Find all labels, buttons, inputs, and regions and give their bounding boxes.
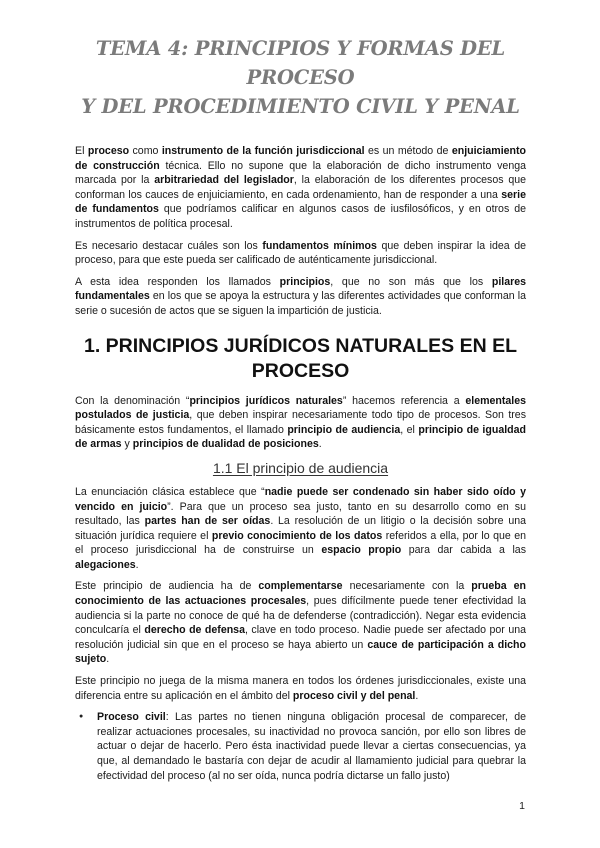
- text-run: .: [415, 689, 419, 702]
- subsection-1-1-paragraph-3: [75, 674, 526, 703]
- bold-text: principio de igualdad de armas: [75, 423, 526, 451]
- page-number: 1: [519, 800, 525, 812]
- text-run: Con la denominación “: [75, 394, 190, 407]
- text-run: A esta idea responden los llamados: [75, 275, 280, 288]
- text-run: , el: [400, 423, 419, 436]
- bold-text: Proceso civil: [97, 711, 166, 724]
- bold-text: previo conocimiento de los datos: [211, 529, 383, 542]
- bold-text: instrumento de la función jurisdiccional: [161, 145, 365, 157]
- text-run: es un método de: [364, 145, 452, 157]
- text-run: ” hacemos referencia a: [342, 394, 466, 407]
- subsection-1-1-heading: 1.1 El principio de audiencia: [212, 459, 389, 476]
- bold-text: proceso: [87, 145, 130, 157]
- bold-text: principios jurídicos naturales: [189, 394, 343, 407]
- bold-text: alegaciones: [75, 558, 136, 571]
- title-line-1: TEMA 4: PRINCIPIOS Y FORMAS DEL PROCESO: [95, 37, 506, 89]
- bold-text: fundamentos mínimos: [262, 239, 377, 252]
- bullet-list: [75, 710, 526, 783]
- bold-text: serie de fundamentos: [75, 188, 526, 216]
- bold-text: partes han de ser oídas: [144, 515, 271, 528]
- subsection-1-1-paragraph-1: [75, 485, 526, 573]
- text-run: , pues difícilmente puede tener efectividad la audiencia si la parte no conoce de qué ha de defenderse (contradicción). Negar esta evidencia conculcaría el: [75, 595, 527, 637]
- bold-text: arbitrariedad del legislador: [154, 174, 294, 187]
- text-run: Este principio no juega de la misma manera en todos los órdenes jurisdiccionales, existe una diferencia entre su aplicación en el ámbito del: [75, 675, 526, 702]
- section-1-heading-line-1: 1. PRINCIPIOS JURÍDICOS NATURALES EN EL: [83, 334, 518, 357]
- intro-paragraph-2: [75, 239, 526, 268]
- text-run: El: [75, 145, 88, 157]
- page-content: [75, 34, 526, 783]
- text-run: . La resolución de un litigio o la decisión sobre una situación jurídica requiere el: [75, 515, 526, 542]
- text-run: .: [135, 558, 139, 571]
- bold-text: pilares fundamentales: [75, 275, 526, 303]
- text-run: La enunciación clásica establece que “: [75, 485, 265, 498]
- title-line-2: Y DEL PROCEDIMIENTO CIVIL Y PENAL: [81, 95, 520, 118]
- text-run: como: [129, 145, 162, 157]
- bold-text: principio de audiencia: [287, 423, 401, 436]
- text-run: Este principio de audiencia ha de: [75, 580, 259, 593]
- bold-text: proceso civil y del penal: [292, 689, 416, 702]
- text-run: ”. Para que un proceso sea justo, tanto en su desarrollo como en su resultado, las: [75, 500, 526, 528]
- text-run: .: [318, 438, 322, 451]
- text-run: referidos a ella, por lo que en el proceso jurisdiccional ha de construirse un: [75, 529, 526, 557]
- subsection-1-1-paragraph-2: [75, 579, 526, 667]
- intro-paragraph-1: [75, 144, 526, 232]
- text-run: : Las partes no tienen ninguna obligación procesal de comparecer, de realizar actuaciones procesales, su inactividad no provoca sanción, por ello son libres de actuar o dejar de hacerlo. Pero ésta inactividad puede llevar a ciertas consecuencias, ya que, al demandado le bastaría con dejar de acudir al llamamiento judicial para quebrar la efectividad del proceso (al no ser oída, nunca podría dictarse un fallo justo): [97, 711, 527, 782]
- bold-text: espacio propio: [321, 544, 402, 557]
- text-run: en los que se apoya la estructura y las diferentes actividades que conforman la serie o sucesión de actos que se siguen la impartición de justicia.: [75, 290, 526, 317]
- bold-text: prueba en conocimiento de las actuaciones procesales: [75, 580, 526, 608]
- bold-text: nadie puede ser condenado sin haber sido oído y vencido en juicio: [75, 485, 527, 513]
- section-1-paragraph-1: [75, 394, 526, 452]
- bold-text: enjuiciamiento de construcción: [75, 145, 526, 172]
- list-item-proceso-civil: [97, 710, 526, 783]
- section-1-heading: [75, 334, 526, 384]
- text-run: técnica. Ello no supone que la elaboración de dicho instrumento venga marcada por la: [75, 159, 527, 187]
- bold-text: cauce de participación a dicho sujeto: [75, 638, 526, 666]
- text-run: .: [106, 653, 110, 666]
- text-run: y: [121, 438, 133, 451]
- bold-text: derecho de defensa: [144, 624, 245, 637]
- intro-paragraph-3: [75, 275, 526, 319]
- document-title: [75, 34, 526, 121]
- text-run: , que no son más que los: [330, 275, 492, 288]
- bold-text: complementarse: [258, 580, 343, 593]
- text-run: , la elaboración de los diferentes procesos que conforman los cauces de enjuiciamiento, en cada ordenamiento, han de responder a una: [75, 174, 526, 201]
- text-run: que podríamos calificar en algunos casos de iusfilosóficos, y en otros de instrumentos de política procesal.: [75, 203, 526, 230]
- bold-text: principios de dualidad de posiciones: [132, 438, 319, 451]
- section-1-heading-line-2: PROCESO: [251, 359, 350, 382]
- text-run: para dar cabida a las: [401, 544, 526, 557]
- text-run: que deben inspirar la idea de proceso, para que este pueda ser calificado de auténticamente jurisdiccional.: [75, 239, 526, 267]
- bold-text: elementales postulados de justicia: [75, 394, 527, 422]
- text-run: Es necesario destacar cuáles son los: [75, 239, 263, 252]
- text-run: , que deben inspirar necesariamente todo tipo de procesos. Son tres básicamente estos fundamentos, el llamado: [75, 409, 526, 436]
- bold-text: principios: [279, 275, 331, 288]
- text-run: necesariamente con la: [342, 580, 472, 593]
- text-run: , clave en todo proceso. Nadie puede ser afectado por una resolución judicial sin que en el proceso se haya abierto un: [75, 624, 526, 651]
